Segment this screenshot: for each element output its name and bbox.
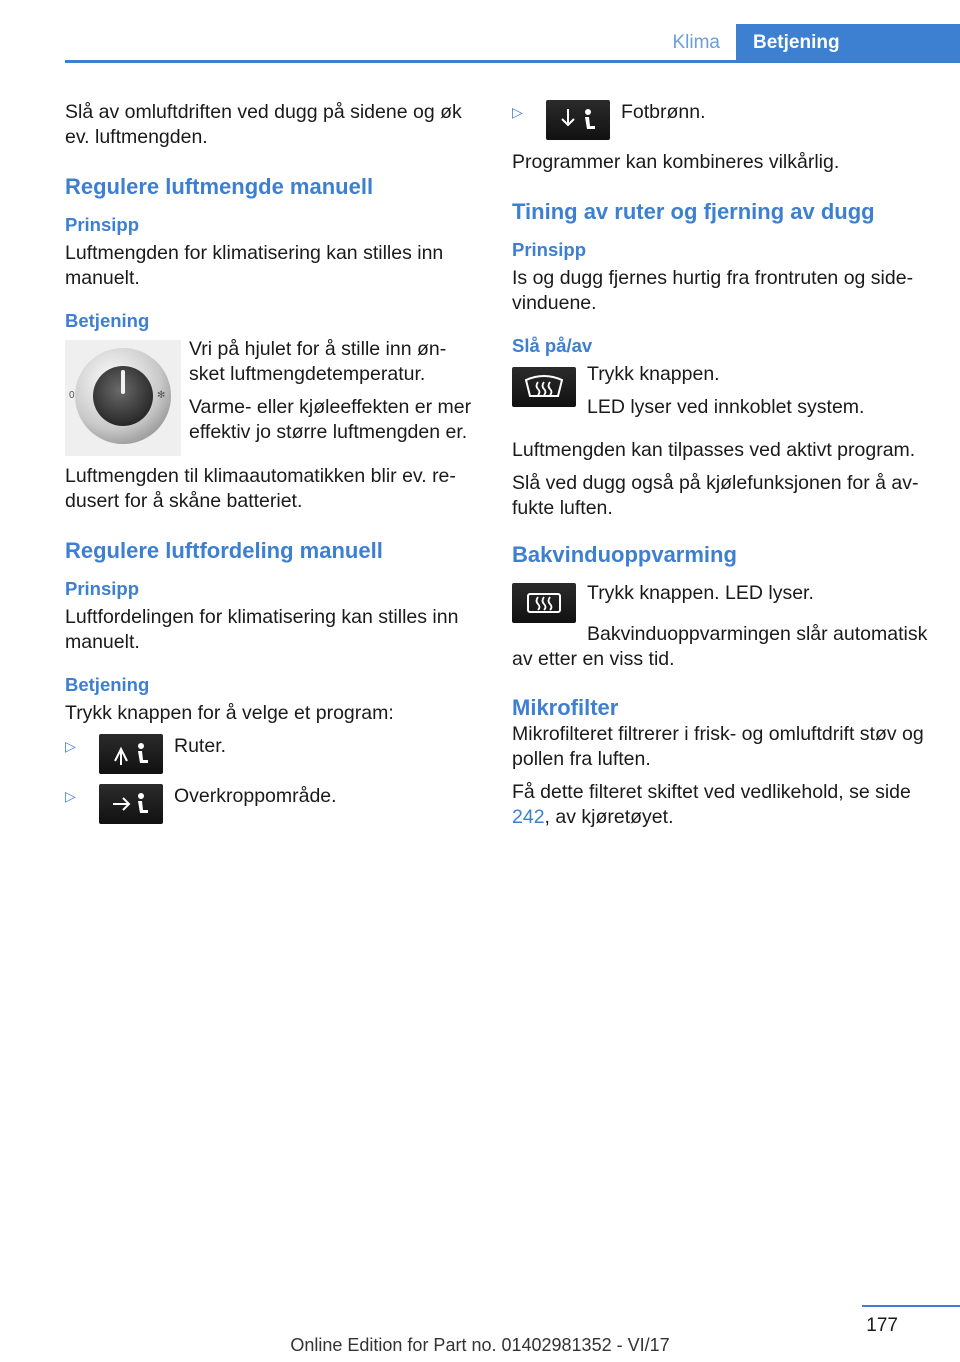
upper-body-airflow-icon (99, 784, 163, 824)
footer-rule (862, 1305, 960, 1307)
subheading-sla-pa-av: Slå på/av (512, 335, 593, 356)
intro-paragraph: Slå av omluftdriften ved dugg på sidene og øk ev. luftmengden. (65, 101, 462, 148)
heading-bakvinduoppvarming: Bakvinduoppvarming (512, 542, 737, 567)
prinsipp-text-2: Luftfordelingen for klimatisering kan stilles inn manuelt. (65, 606, 459, 653)
defrost-text (587, 362, 930, 428)
header-tabs (646, 24, 960, 62)
knob-instruction: Vri på hjulet for å stille inn ønsket luftmengdetemperatur. (189, 338, 447, 385)
heading-tining: Tining av ruter og fjerning av dugg (512, 199, 875, 224)
front-defrost-icon (512, 367, 576, 407)
left-column (65, 100, 473, 834)
subheading-betjening-2: Betjening (65, 674, 150, 695)
section-tab-klima[interactable]: Klima (672, 32, 720, 53)
footer-edition: Online Edition for Part no. 01402981352 - VI/17 (290, 1335, 670, 1355)
header-rule (65, 60, 960, 63)
defrost-figure-row (512, 362, 930, 428)
page-reference-link[interactable]: 242 (512, 806, 545, 828)
defrost-cooling-note: Slå ved dugg også på kjølefunksjonen for å avfukte luften. (512, 472, 919, 519)
defrost-airflow-note: Luftmengden kan tilpasses ved aktivt program. (512, 439, 916, 461)
program-label-ruter: Ruter. (174, 735, 227, 757)
bullet-triangle-icon: ▷ (512, 104, 523, 120)
defrost-press: Trykk knappen. (587, 363, 720, 385)
fan-knob-figure-row (65, 337, 473, 456)
page-number: 177 (866, 1315, 898, 1336)
rear-defrost-figure-row (512, 581, 930, 623)
fan-symbol-icon: ✻ (157, 390, 166, 401)
prinsipp-text: Luftmengden for klimatisering kan stilles inn manuelt. (65, 242, 444, 289)
prinsipp-text-3: Is og dugg fjernes hurtig fra frontruten og sidevinduene. (512, 267, 914, 314)
subheading-prinsipp-2: Prinsipp (65, 578, 140, 599)
program-item-overkropp (65, 784, 473, 824)
heading-regulere-luftmengde: Regulere luftmengde manuell (65, 174, 374, 199)
rear-defrost-auto-off: Bakvinduoppvarmingen slår automatisk av etter en viss tid. (512, 623, 928, 670)
rear-defrost-press: Trykk knappen. LED lyser. (587, 582, 814, 604)
windshield-airflow-icon (99, 734, 163, 774)
mikrofilter-text: Mikrofilteret filtrerer i frisk- og omluftdrift støv og pollen fra luften. (512, 723, 924, 770)
bullet-triangle-icon: ▷ (65, 788, 76, 804)
rear-defrost-text (587, 581, 930, 614)
subheading-betjening: Betjening (65, 310, 150, 331)
subheading-prinsipp: Prinsipp (65, 214, 140, 235)
program-intro: Trykk knappen for å velge et program: (65, 702, 394, 724)
subheading-prinsipp-3: Prinsipp (512, 239, 587, 260)
footwell-airflow-icon (546, 100, 610, 140)
right-column (512, 100, 930, 838)
bullet-triangle-icon: ▷ (65, 738, 76, 754)
combine-note: Programmer kan kombineres vilkårlig. (512, 151, 840, 173)
rear-defrost-icon (512, 583, 576, 623)
battery-note: Luftmengden til klimaautomatikken blir ev. redusert for å skåne batteriet. (65, 465, 456, 512)
knob-effect-note: Varme- eller kjøleeffekten er mer effektiv jo større luftmengden er. (189, 396, 472, 443)
fan-knob-text (189, 337, 473, 453)
service-note-post: , av kjøretøyet. (544, 806, 674, 828)
program-label-fotbronn: Fotbrønn. (621, 101, 706, 123)
section-tab-betjening[interactable]: Betjening (736, 24, 960, 62)
heading-regulere-luftfordeling: Regulere luftfordeling manuell (65, 538, 383, 563)
fan-knob-icon (65, 340, 181, 456)
heading-mikrofilter: Mikrofilter (512, 695, 619, 720)
program-item-ruter (65, 734, 473, 774)
program-label-overkropp: Overkroppområde. (174, 785, 337, 807)
mikrofilter-service-note (512, 780, 930, 830)
program-item-fotbronn (512, 100, 930, 140)
knob-min-label: 0 (69, 390, 75, 401)
service-note-pre: Få dette filteret skiftet ved vedlikehold, se side (512, 781, 911, 803)
defrost-led: LED lyser ved innkoblet system. (587, 396, 865, 418)
